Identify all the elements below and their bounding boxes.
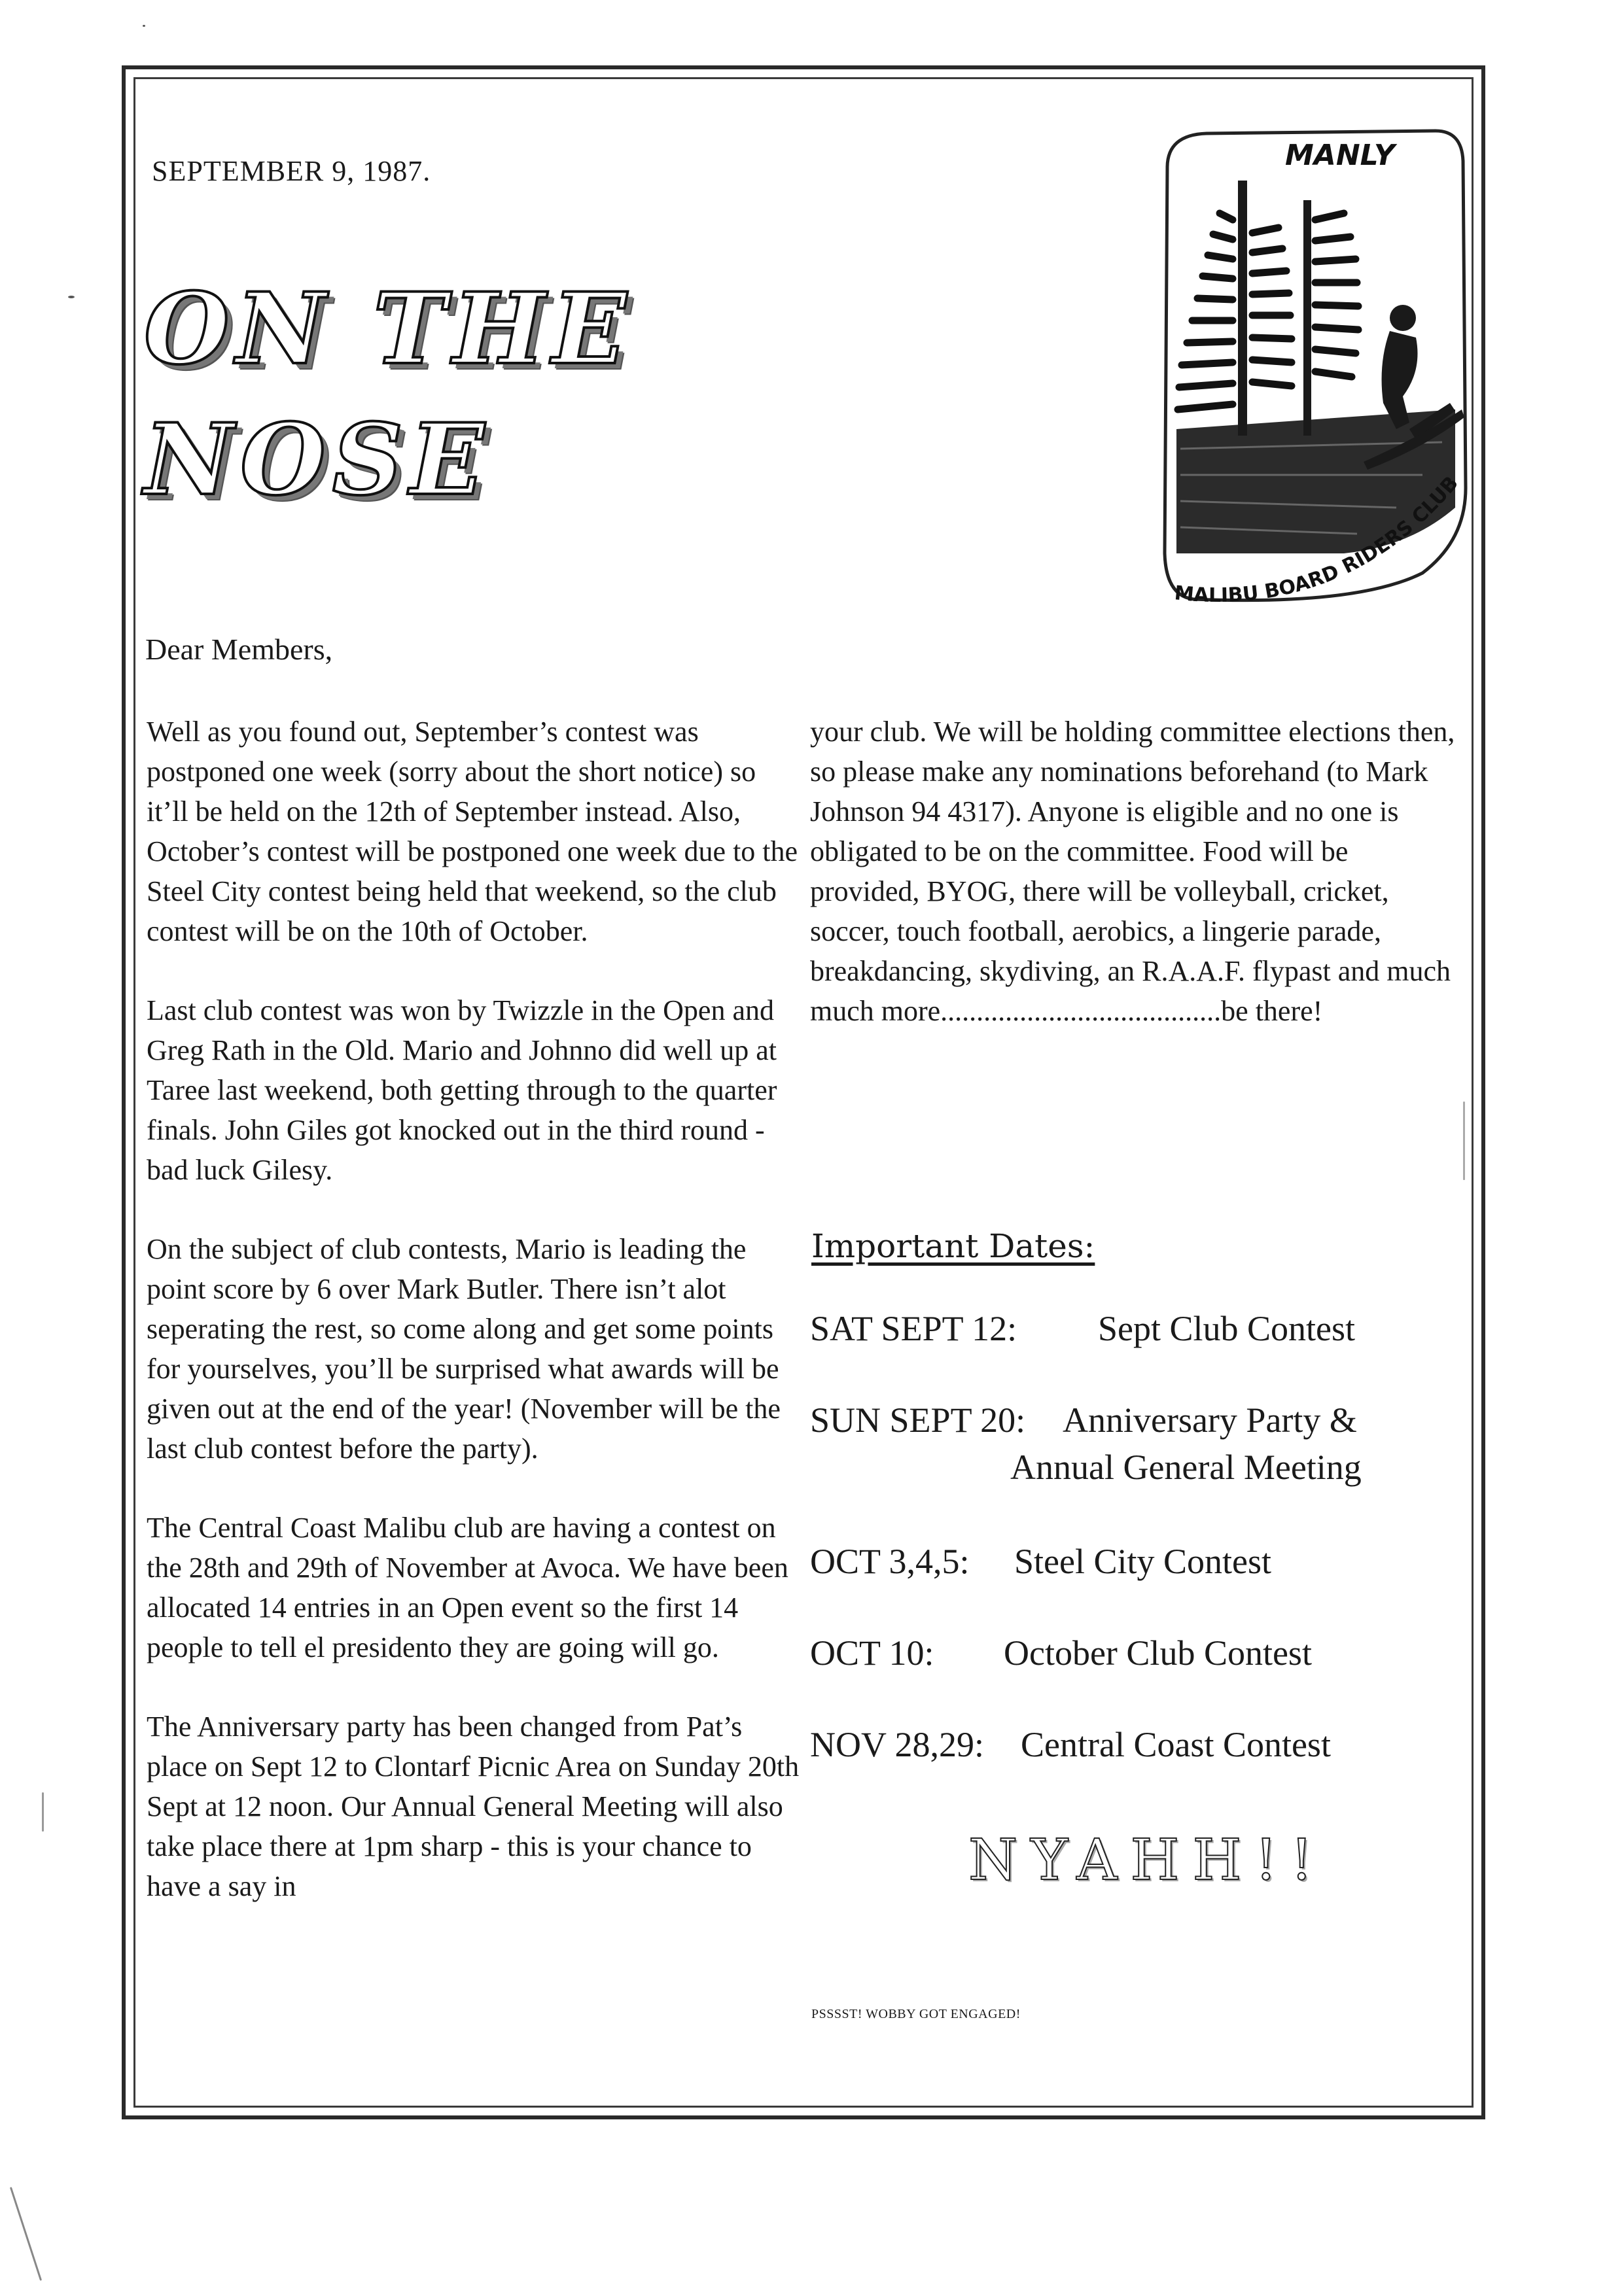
- scan-speck: [10, 2187, 42, 2281]
- salutation: Dear Members,: [145, 633, 333, 666]
- date-row: [810, 1400, 1362, 1487]
- date-event: Central Coast Contest: [1021, 1725, 1331, 1764]
- scan-speck: [143, 25, 145, 27]
- date-event-line2: Annual General Meeting: [1010, 1448, 1362, 1487]
- logo-arc-text: MALIBU BOARD RIDERS CLUB: [1173, 472, 1463, 607]
- date-event: Anniversary Party &: [1063, 1400, 1357, 1440]
- nyahh-exclamation: NYAHH!!: [968, 1828, 1326, 1893]
- letter-paragraph: Last club contest was won by Twizzle in the Open and Greg Rath in the Old. Mario and Johnno did well up at Taree last weekend, both getting through to the quarter finals. John Giles got knocked out in the third round - bad luck Gilesy.: [147, 994, 777, 1186]
- date-row: [810, 1633, 1312, 1673]
- svg-text:MANLY: MANLY: [1285, 139, 1395, 172]
- date-label: NOV 28,29:: [810, 1725, 985, 1764]
- issue-date: SEPTEMBER 9, 1987.: [152, 155, 431, 187]
- date-event: October Club Contest: [1004, 1633, 1312, 1673]
- letter-left-column: [147, 712, 801, 1906]
- date-row: [810, 1308, 1356, 1349]
- date-label: SAT SEPT 12:: [810, 1309, 1017, 1348]
- letter-paragraph: On the subject of club contests, Mario is leading the point score by 6 over Mark Butler. There isn’t alot seperating the rest, so come along and get some points for yourselves, you’ll be surprised what awards will be given out at the end of the year! (November will be the last club contest before the party).: [147, 1233, 781, 1465]
- important-dates-heading: Important Dates:: [811, 1227, 1095, 1265]
- masthead-line-2: NOSE: [144, 402, 491, 517]
- date-label: OCT 10:: [810, 1633, 934, 1673]
- masthead-line-1: ON THE: [144, 271, 633, 387]
- scan-speck: [42, 1792, 44, 1832]
- letter-paragraph: Well as you found out, September’s contest was postponed one week (sorry about the short notice) so it’ll be held on the 12th of September instead. Also, October’s contest will be postponed one week due to the Steel City contest being held that weekend, so the club contest will be on the 10th of October.: [147, 716, 798, 947]
- date-event: Sept Club Contest: [1098, 1309, 1356, 1348]
- letter-paragraph-continued: your club. We will be holding committee elections then, so please make any nominations beforehand (to Mark Johnson 94 4317). Anyone is eligible and no one is obligated to be on the committee. Food will be provided, BYOG, there will be volleyball, cricket, soccer, touch football, aerobics, a lingerie parade, breakdancing, skydiving, an R.A.A.F. flypast and much much more.......................................be there!: [810, 716, 1455, 1027]
- date-label: SUN SEPT 20:: [810, 1400, 1026, 1440]
- letter-paragraph: The Anniversary party has been changed from Pat’s place on Sept 12 to Clontarf Picnic Area on Sunday 20th Sept at 12 noon. Our Annual General Meeting will also take place there at 1pm sharp - this is your chance to have a say in: [147, 1711, 800, 1902]
- date-label: OCT 3,4,5:: [810, 1542, 970, 1581]
- letter-right-column: [810, 712, 1464, 1031]
- scan-speck: [68, 296, 75, 298]
- psst-note: PSSSST! WOBBY GOT ENGAGED!: [811, 2007, 1021, 2021]
- date-event: Steel City Contest: [1014, 1542, 1272, 1581]
- date-row: [810, 1541, 1272, 1582]
- club-logo: [1148, 122, 1483, 632]
- date-row: [810, 1724, 1331, 1765]
- letter-paragraph: The Central Coast Malibu club are having a contest on the 28th and 29th of November at Avoca. We have been allocated 14 entries in an Open event so the first 14 people to tell el presidento they are going will go.: [147, 1512, 788, 1663]
